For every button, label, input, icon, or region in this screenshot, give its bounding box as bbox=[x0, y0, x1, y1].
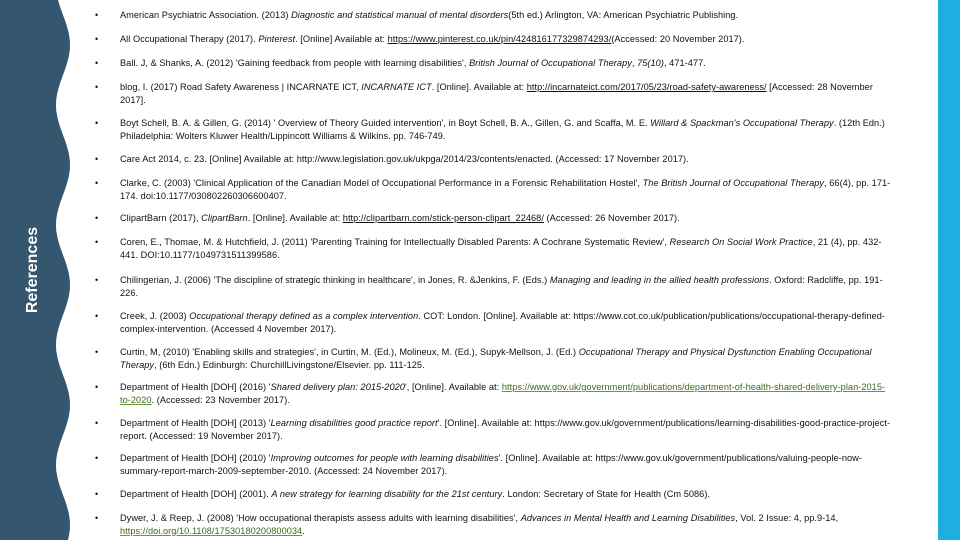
reference-text-segment: . [Online]. Available at: bbox=[247, 213, 343, 223]
bullet-icon: • bbox=[95, 489, 99, 499]
reference-text-segment: . London: Secretary of State for Health (Cm 5086). bbox=[502, 489, 711, 499]
bullet-icon: • bbox=[95, 58, 99, 68]
reference-text-segment: Ball. J, & Shanks, A. (2012) 'Gaining feedback from people with learning disabilities', bbox=[120, 58, 470, 68]
bullet-icon: • bbox=[95, 237, 99, 247]
reference-title-italic: Managing and leading in the allied health professions bbox=[549, 275, 770, 285]
bullet-icon: • bbox=[95, 382, 99, 392]
reference-text-segment: Chilingerian, J. (2006) 'The discipline of strategic thinking in healthcare', in Jones, R. &Jenkins, F. (Eds.) bbox=[120, 275, 550, 285]
reference-title-italic: Advances in Mental Health and Learning Disabilities bbox=[520, 513, 736, 523]
reference-text bbox=[120, 212, 895, 225]
reference-item bbox=[95, 310, 895, 335]
reference-title-italic: ClipartBarn bbox=[201, 213, 248, 223]
reference-text bbox=[120, 381, 895, 406]
reference-text-segment: blog, I. (2017) Road Safety Awareness | INCARNATE ICT, bbox=[120, 82, 362, 92]
reference-text-segment: Department of Health [DOH] (2010) ' bbox=[120, 453, 271, 463]
reference-text bbox=[120, 417, 895, 442]
reference-item bbox=[95, 177, 895, 202]
reference-text-segment: Coren, E., Thomae, M. & Hutchfield, J. (2011) 'Parenting Training for Intellectually Disabled Parents: A Cochrane Systematic Review', bbox=[120, 237, 670, 247]
reference-item bbox=[95, 236, 895, 261]
reference-text bbox=[120, 177, 895, 202]
bullet-icon: • bbox=[95, 82, 99, 92]
reference-text bbox=[120, 9, 895, 22]
reference-text-segment: , 471-477. bbox=[663, 58, 706, 68]
reference-link[interactable]: http://clipartbarn.com/stick-person-clipart_22468/ bbox=[342, 213, 544, 223]
bullet-icon: • bbox=[95, 418, 99, 428]
bullet-icon: • bbox=[95, 178, 99, 188]
reference-text-segment: , (6th Edn.) Edinburgh: ChurchillLivingstone/Elsevier. pp. 111-125. bbox=[154, 359, 425, 370]
reference-text bbox=[120, 346, 895, 371]
reference-title-italic: A new strategy for learning disability for the 21st century bbox=[271, 489, 503, 499]
reference-text bbox=[120, 512, 895, 537]
reference-text-segment: Curtin, M, (2010) 'Enabling skills and strategies', in Curtin, M. (Ed.), Molineux, M. (Ed.), Supyk-Mellson, J. (Ed.) bbox=[120, 347, 579, 357]
reference-text-segment: (5th ed.) Arlington, VA: American Psychiatric Publishing. bbox=[508, 10, 739, 20]
reference-item bbox=[95, 346, 895, 371]
reference-text-segment: Department of Health [DOH] (2013) ' bbox=[120, 418, 271, 428]
reference-item bbox=[95, 81, 895, 106]
reference-title-italic: Shared delivery plan: 2015-2020 bbox=[270, 382, 405, 392]
reference-text-segment: Dywer, J. & Reep, J. (2008) 'How occupational therapists assess adults with learning disabilities', bbox=[120, 513, 521, 523]
reference-title-italic: Learning disabilities good practice report bbox=[270, 418, 438, 428]
reference-title-italic: Occupational therapy defined as a complex intervention bbox=[189, 311, 419, 321]
reference-text bbox=[120, 488, 895, 501]
reference-item bbox=[95, 153, 895, 166]
reference-text-segment: . COT: London. [Online]. Available at: https://www.cot.co.uk/publication/publications/occupational-therapy-defined-complex-intervention. (Accessed 4 November 2017). bbox=[120, 311, 885, 334]
reference-item bbox=[95, 33, 895, 46]
reference-text bbox=[120, 310, 895, 335]
reference-text-segment: '. [Online]. Available at: https://www.gov.uk/government/publications/learning-disabilities-good-practice-project-report. (Accessed: 19 November 2017). bbox=[120, 418, 891, 441]
reference-text-segment: Clarke, C. (2003) 'Clinical Application of the Canadian Model of Occupational Performance in a Forensic Rehabilitation Hostel', bbox=[120, 178, 643, 188]
reference-text-segment: Creek, J. (2003) bbox=[120, 311, 190, 321]
reference-text bbox=[120, 452, 895, 477]
bullet-icon: • bbox=[95, 347, 99, 357]
reference-item bbox=[95, 9, 895, 22]
reference-item bbox=[95, 381, 895, 406]
bullet-icon: • bbox=[95, 275, 99, 285]
reference-title-italic: INCARNATE ICT bbox=[361, 82, 432, 92]
reference-text-segment: Boyt Schell, B. A. & Gillen, G. (2014) ' Overview of Theory Guided intervention', in Boyt Schell, B. A., Gillen, G. and Scaffa, M. E. bbox=[120, 118, 651, 128]
reference-item bbox=[95, 417, 895, 442]
reference-title-italic: Improving outcomes for people with learning disabilities bbox=[270, 453, 499, 463]
reference-text bbox=[120, 153, 895, 166]
reference-text-segment: . (12th Edn.) Philadelphia: Wolters Kluwer Health/Lippincott Williams & Wilkins. pp. 746-749. bbox=[120, 118, 885, 141]
reference-text-segment: Department of Health [DOH] (2016) ' bbox=[120, 382, 271, 392]
reference-text-segment: . (Accessed: 23 November 2017). bbox=[151, 394, 290, 405]
reference-text bbox=[120, 81, 895, 106]
reference-text-segment: . [Online]. Available at: bbox=[431, 82, 527, 92]
bullet-icon: • bbox=[95, 154, 99, 164]
reference-text-segment: Care Act 2014, c. 23. [Online] Available at: http://www.legislation.gov.uk/ukpga/2014/23/contents/enacted. (Accessed: 17 November 2017). bbox=[120, 154, 689, 164]
reference-text-segment: ClipartBarn (2017), bbox=[120, 213, 202, 223]
reference-text-segment: . bbox=[302, 525, 305, 536]
reference-text-segment: . Oxford: Radcliffe, pp. 191-226. bbox=[120, 275, 883, 298]
reference-text-segment: , 66(4), pp. 171-174. doi:10.1177/030802260306600407. bbox=[120, 178, 891, 201]
reference-text bbox=[120, 274, 895, 299]
reference-text-segment: , 21 (4), pp. 432-441. DOI:10.1177/1049731511399586. bbox=[120, 237, 882, 260]
bullet-icon: • bbox=[95, 118, 99, 128]
bullet-icon: • bbox=[95, 311, 99, 321]
bullet-icon: • bbox=[95, 513, 99, 523]
reference-item bbox=[95, 512, 895, 537]
reference-text-segment: Department of Health [DOH] (2001). bbox=[120, 489, 272, 499]
bullet-icon: • bbox=[95, 453, 99, 463]
reference-title-italic: Research On Social Work Practice bbox=[669, 237, 813, 247]
reference-item bbox=[95, 274, 895, 299]
reference-text-segment: All Occupational Therapy (2017). bbox=[120, 34, 259, 44]
reference-text-segment: American Psychiatric Association. (2013) bbox=[120, 10, 292, 20]
bullet-icon: • bbox=[95, 10, 99, 20]
reference-item bbox=[95, 452, 895, 477]
reference-title-italic: The British Journal of Occupational Therapy bbox=[642, 178, 825, 188]
reference-text-segment: ', [Online]. Available at: bbox=[404, 382, 502, 392]
reference-item bbox=[95, 212, 895, 225]
reference-title-italic: British Journal of Occupational Therapy bbox=[469, 58, 632, 68]
reference-text bbox=[120, 236, 895, 261]
reference-link[interactable]: https://www.gov.uk/government/publications/department-of-health-shared-delivery-plan-2015-to-2020 bbox=[120, 382, 886, 405]
reference-item bbox=[95, 57, 895, 70]
bullet-icon: • bbox=[95, 213, 99, 223]
reference-text-segment: '. [Online]. Available at: https://www.gov.uk/government/publications/valuing-people-now-summary-report-march-2009-september-2010. (Accessed: 24 November 2017). bbox=[120, 453, 862, 476]
reference-text bbox=[120, 57, 895, 70]
slide-title: References bbox=[24, 226, 41, 314]
reference-item bbox=[95, 117, 895, 142]
reference-link[interactable]: https://doi.org/10.1108/17530180200800034 bbox=[120, 525, 303, 536]
reference-link[interactable]: http://incarnateict.com/2017/05/23/road-safety-awareness/ bbox=[526, 82, 767, 92]
reference-item bbox=[95, 488, 895, 501]
reference-text-segment: , bbox=[631, 58, 638, 68]
reference-title-italic: Occupational Therapy and Physical Dysfunction Enabling Occupational Therapy bbox=[120, 347, 872, 370]
reference-text-segment: (Accessed: 20 November 2017). bbox=[611, 34, 745, 44]
reference-title-italic: Diagnostic and statistical manual of mental disorders bbox=[291, 10, 509, 20]
reference-text-segment: . [Online] Available at: bbox=[295, 34, 388, 44]
reference-text-segment: , Vol. 2 Issue: 4, pp.9-14, bbox=[735, 513, 839, 523]
reference-title-italic: Willard & Spackman's Occupational Therapy bbox=[650, 118, 834, 128]
reference-text-segment: [Accessed: 28 November 2017]. bbox=[120, 82, 873, 105]
reference-title-italic: Pinterest bbox=[258, 34, 296, 44]
reference-title-italic: 75(10) bbox=[637, 58, 664, 68]
reference-text-segment: (Accessed: 26 November 2017). bbox=[543, 213, 680, 223]
reference-text bbox=[120, 117, 895, 142]
bullet-icon: • bbox=[95, 34, 99, 44]
reference-link[interactable]: https://www.pinterest.co.uk/pin/424816177329874293/ bbox=[387, 34, 612, 44]
reference-text bbox=[120, 33, 895, 46]
